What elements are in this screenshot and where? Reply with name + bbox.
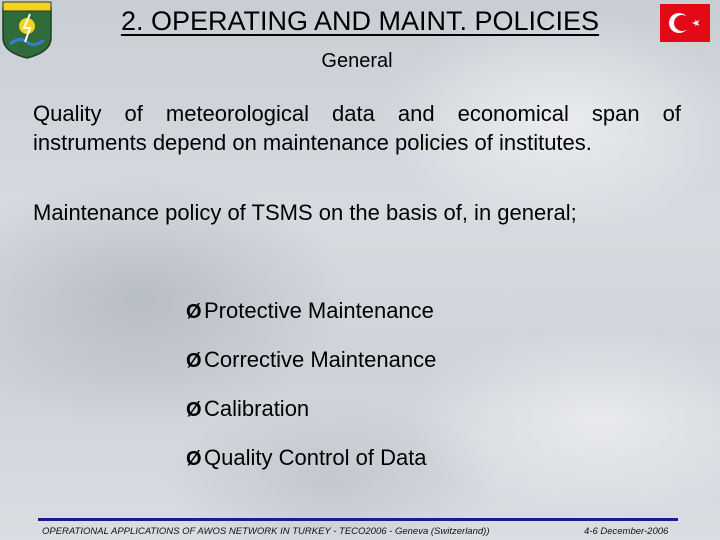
footer-date-text: 4-6 December-2006 (584, 526, 669, 537)
bullet-text: Quality Control of Data (204, 445, 427, 470)
bullet-text: Protective Maintenance (204, 298, 434, 323)
arrow-bullet-icon: Ø (186, 350, 202, 372)
turkey-flag (660, 4, 710, 42)
arrow-bullet-icon: Ø (186, 399, 202, 421)
bullet-item-calibration (186, 394, 436, 443)
footer-divider (38, 518, 678, 521)
body-paragraph-policy: Maintenance policy of TSMS on the basis of, in general; (33, 200, 577, 225)
arrow-bullet-icon: Ø (186, 301, 202, 323)
bullet-item-corrective (186, 345, 436, 394)
maintenance-bullet-list (186, 296, 436, 492)
arrow-bullet-icon: Ø (186, 448, 202, 470)
footer-event-text: OPERATIONAL APPLICATIONS OF AWOS NETWORK IN TURKEY - TECO2006 - Geneva (Switzerland)) (42, 526, 490, 537)
slide-subtitle: General (321, 50, 393, 72)
bullet-text: Corrective Maintenance (204, 347, 437, 372)
slide-title: 2. OPERATING AND MAINT. POLICIES (120, 6, 600, 36)
body-paragraph-quality: Quality of meteorological data and economical span of instruments depend on maintenance policies of institutes. (33, 101, 681, 155)
bullet-item-protective (186, 296, 436, 345)
bullet-item-quality-control (186, 443, 436, 492)
bullet-text: Calibration (204, 396, 310, 421)
turkey-flag-icon (660, 4, 710, 42)
